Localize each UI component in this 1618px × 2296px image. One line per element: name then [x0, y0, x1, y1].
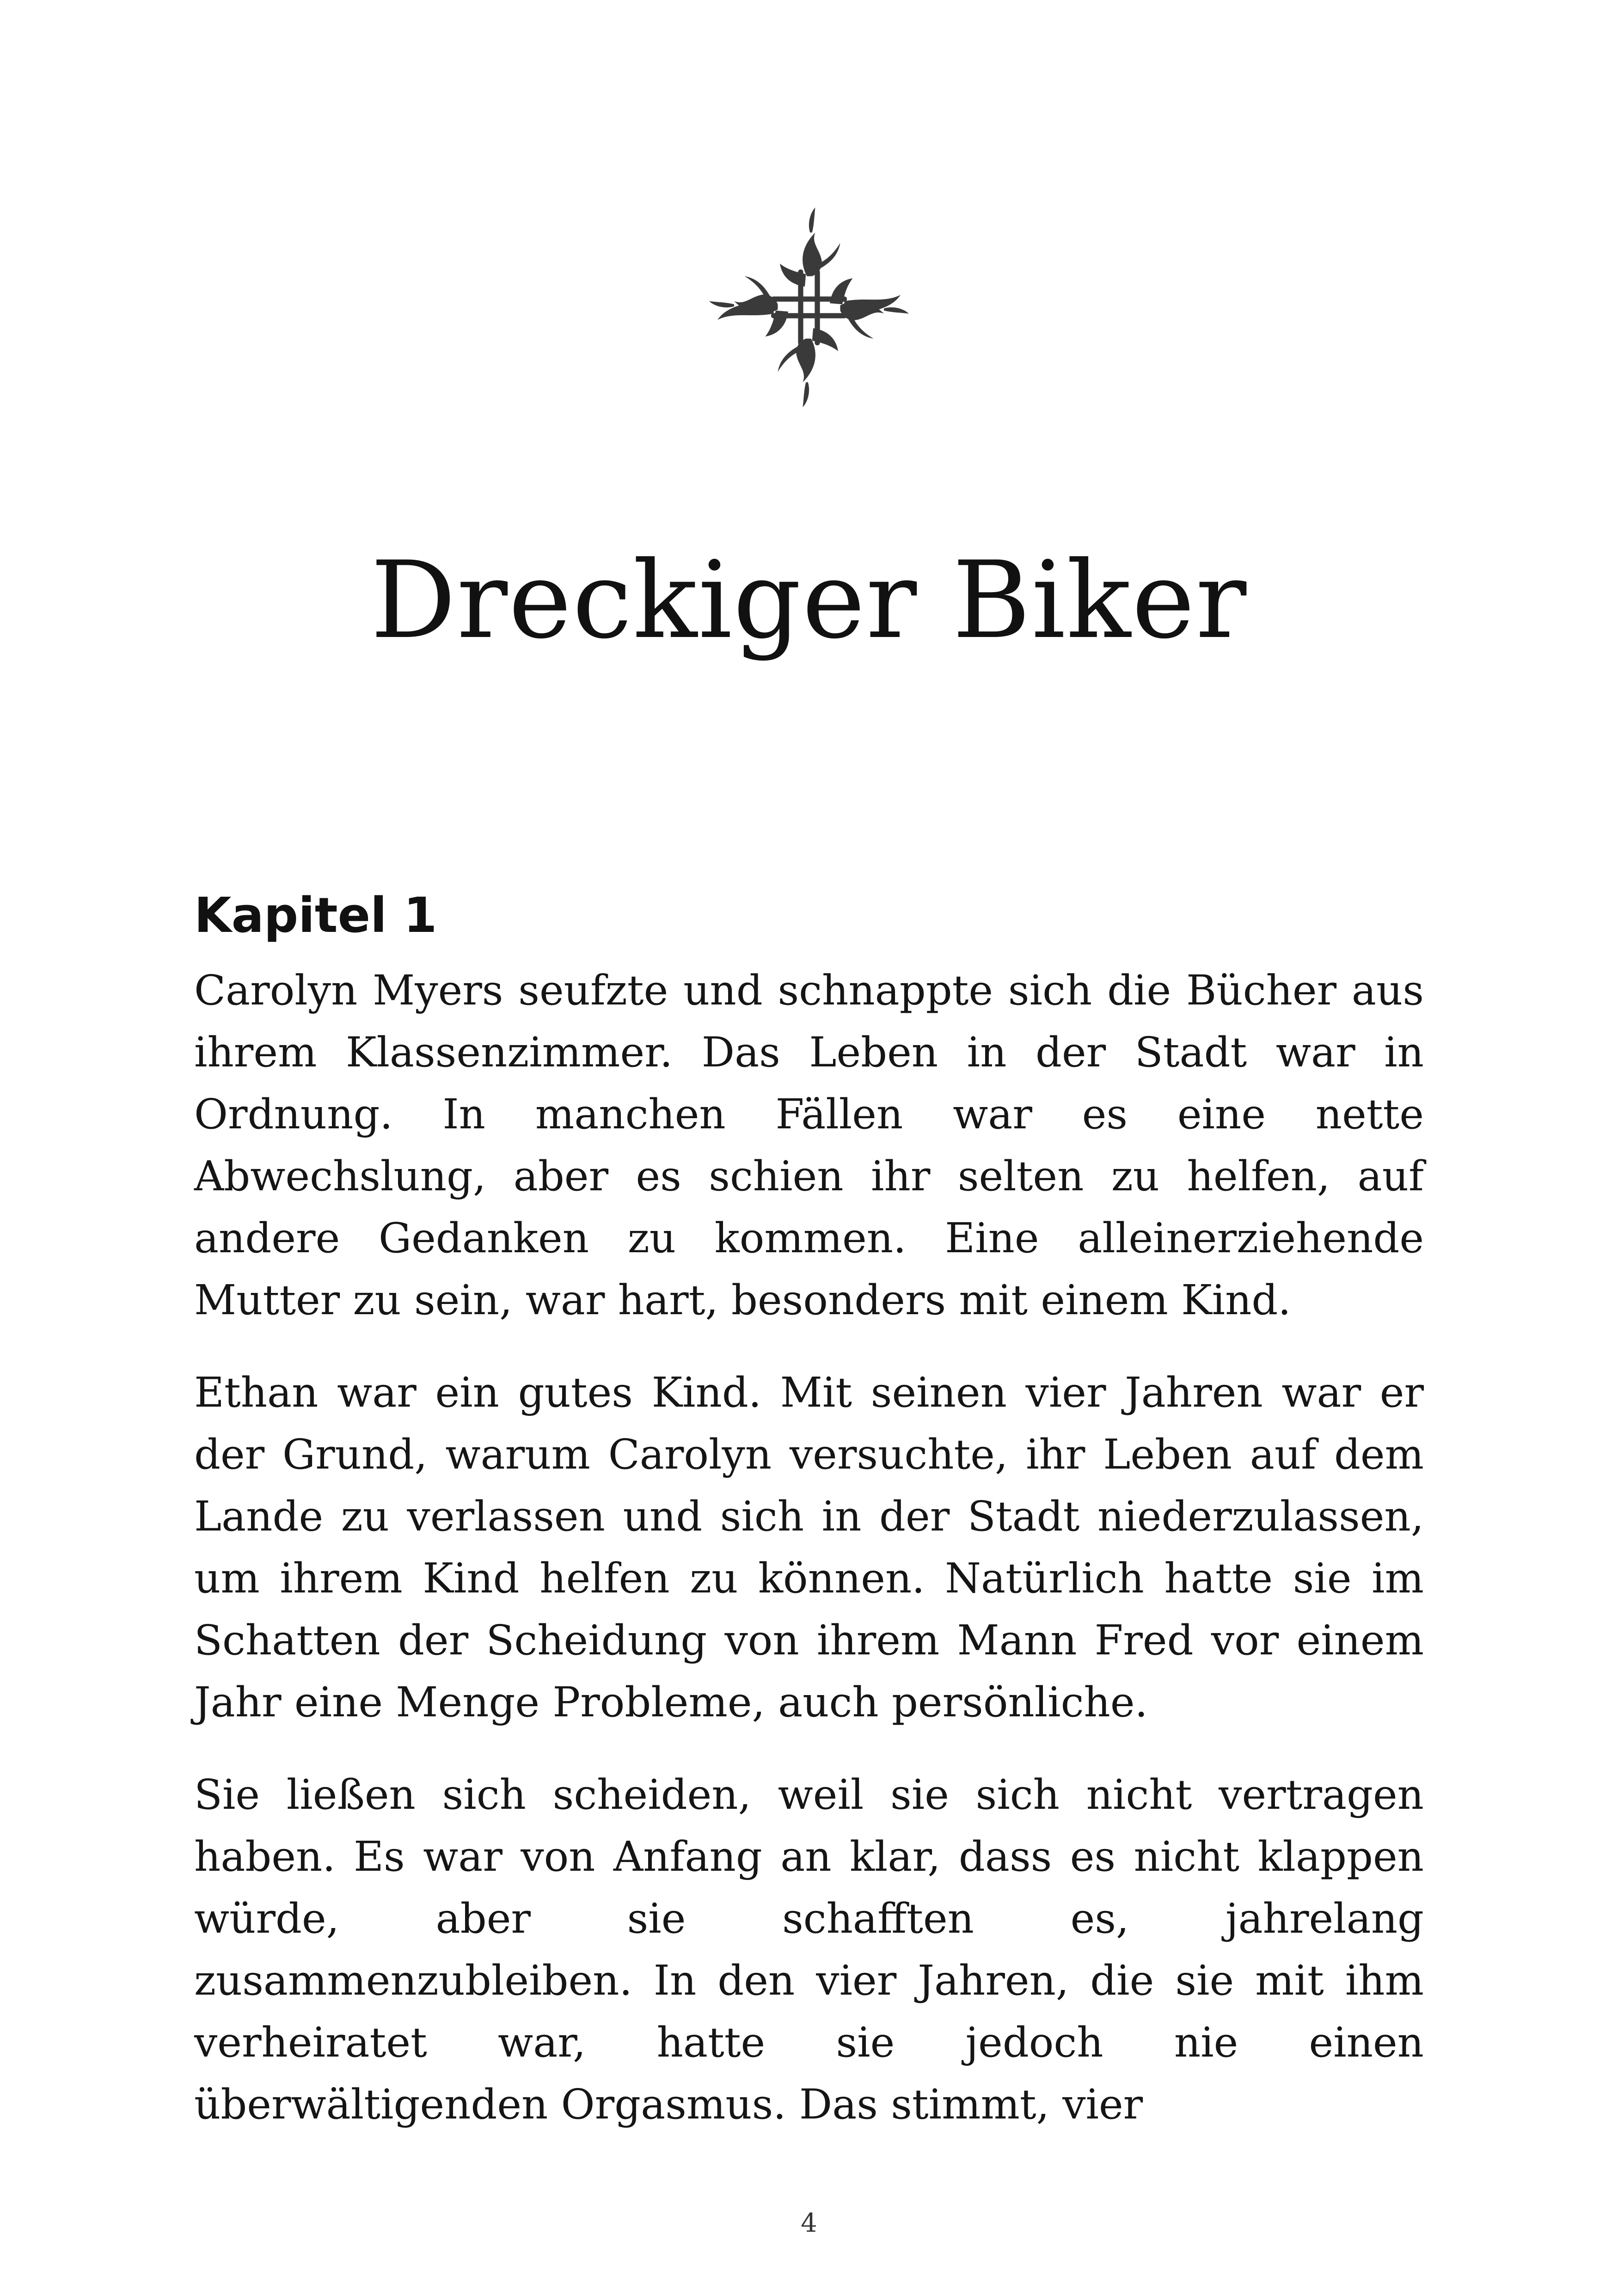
- decorative-flourish-icon: [705, 203, 913, 411]
- paragraph: Ethan war ein gutes Kind. Mit seinen vier Jahren war er der Grund, warum Carolyn versuchte, ihr Leben auf dem Lande zu verlassen und sich in der Stadt niederzulassen, um ihrem Kind helfen zu können. Natürlich hatte sie im Schatten der Scheidung von ihrem Mann Fred vor einem Jahr eine Menge Probleme, auch persönliche.: [194, 1368, 1424, 1726]
- paragraph: Sie ließen sich scheiden, weil sie sich nicht vertragen haben. Es war von Anfang an klar, dass es nicht klappen würde, aber sie schafften es, jahrelang zusammenzubleiben. In den vier Jahren, die sie mit ihm verheiratet war, hatte sie jedoch nie einen überwältigenden Orgasmus. Das stimmt, vier: [194, 1770, 1424, 2128]
- page-number: 4: [801, 2208, 817, 2238]
- chapter-body: [194, 959, 1424, 2166]
- book-title: Dreckiger Biker: [370, 539, 1248, 662]
- paragraph: Carolyn Myers seufzte und schnappte sich die Bücher aus ihrem Klassenzimmer. Das Leben in der Stadt war in Ordnung. In manchen Fällen war es eine nette Abwechslung, aber es schien ihr selten zu helfen, auf andere Gedanken zu kommen. Eine alleinerziehende Mutter zu sein, war hart, besonders mit einem Kind.: [194, 966, 1424, 1324]
- chapter-heading: Kapitel 1: [194, 887, 437, 943]
